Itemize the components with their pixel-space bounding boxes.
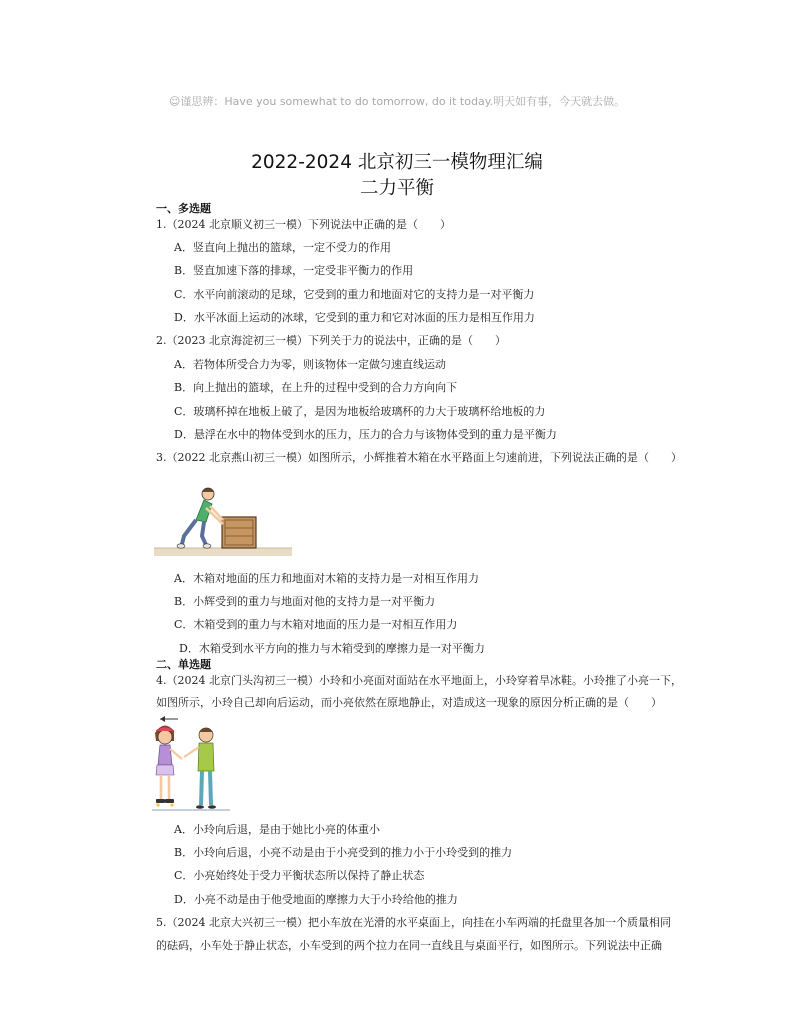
question-4-option-c: C．小亮始终处于受力平衡状态所以保持了静止状态	[174, 869, 425, 882]
section-heading-single-choice: 二、单选题	[156, 658, 211, 671]
question-3-option-d: D．木箱受到水平方向的推力与木箱受到的摩擦力是一对平衡力	[179, 642, 485, 655]
question-4-option-d: D．小亮不动是由于他受地面的摩擦力大于小玲给他的推力	[174, 893, 458, 906]
question-4-option-b: B．小玲向后退，小亮不动是由于小亮受到的推力小于小玲受到的推力	[174, 846, 513, 859]
question-3-option-c: C．木箱受到的重力与木箱对地面的压力是一对相互作用力	[174, 618, 458, 631]
question-2-option-c: C．玻璃杯掉在地板上破了，是因为地板给玻璃杯的力大于玻璃杯给地板的力	[174, 405, 546, 418]
page-subtitle: 二力平衡	[359, 178, 434, 199]
question-1-option-c: C．水平向前滚动的足球，它受到的重力和地面对它的支持力是一对平衡力	[174, 288, 535, 301]
header-quote: ☺谨思辨：Have you somewhat to do tomorrow, do it today.明天如有事，今天就去做。	[168, 95, 626, 108]
question-1-stem: 1.（2024 北京顺义初三一模）下列说法中正确的是（ ）	[156, 218, 451, 231]
page-title: 2022-2024 北京初三一模物理汇编	[251, 152, 543, 173]
question-2-option-d: D．悬浮在水中的物体受到水的压力，压力的合力与该物体受到的重力是平衡力	[174, 428, 557, 441]
question-2-stem: 2.（2023 北京海淀初三一模）下列关于力的说法中，正确的是（ ）	[156, 334, 506, 347]
question-3-option-a: A．木箱对地面的压力和地面对木箱的支持力是一对相互作用力	[174, 572, 479, 585]
question-5-stem-line-1: 5.（2024 北京大兴初三一模）把小车放在光滑的水平桌面上，向挂在小车两端的托盘里各加一个质量相同	[156, 916, 671, 929]
question-3-option-b: B．小辉受到的重力与地面对他的支持力是一对平衡力	[174, 595, 436, 608]
question-5-stem-line-2: 的砝码，小车处于静止状态，小车受到的两个拉力在同一直线且与桌面平行，如图所示。下列说法中正确	[156, 939, 662, 952]
boy-figure	[177, 488, 223, 548]
boy-pushing-box-figure	[154, 484, 294, 560]
standing-boy-figure	[184, 728, 216, 809]
floor-strip	[154, 548, 292, 556]
section-heading-multiple-choice: 一、多选题	[156, 202, 211, 215]
question-4-stem-line-1: 4.（2024 北京门头沟初三一模）小玲和小亮面对面站在水平地面上，小玲穿着旱冰鞋。小玲推了小亮一下，	[156, 674, 682, 687]
question-2-option-a: A．若物体所受合力为零，则该物体一定做匀速直线运动	[174, 358, 446, 371]
question-1-option-b: B．竖直加速下落的排球，一定受非平衡力的作用	[174, 264, 414, 277]
two-kids-pushing-figure	[152, 713, 232, 813]
left-arrow-icon	[160, 716, 178, 722]
question-3-stem: 3.（2022 北京燕山初三一模）如图所示，小辉推着木箱在水平路面上匀速前进，下列说法正确的是（ ）	[156, 451, 682, 464]
question-2-option-b: B．向上抛出的篮球，在上升的过程中受到的合力方向向下	[174, 381, 458, 394]
question-4-stem-line-2: 如图所示，小玲自己却向后运动，而小亮依然在原地静止，对造成这一现象的原因分析正确的是（ ）	[156, 696, 662, 709]
question-4-option-a: A．小玲向后退，是由于她比小亮的体重小	[174, 823, 380, 836]
girl-figure	[155, 725, 182, 806]
question-1-option-a: A．竖直向上抛出的篮球，一定不受力的作用	[174, 241, 391, 254]
wooden-box	[222, 517, 256, 548]
question-1-option-d: D．水平冰面上运动的冰球，它受到的重力和它对冰面的压力是相互作用力	[174, 311, 535, 324]
